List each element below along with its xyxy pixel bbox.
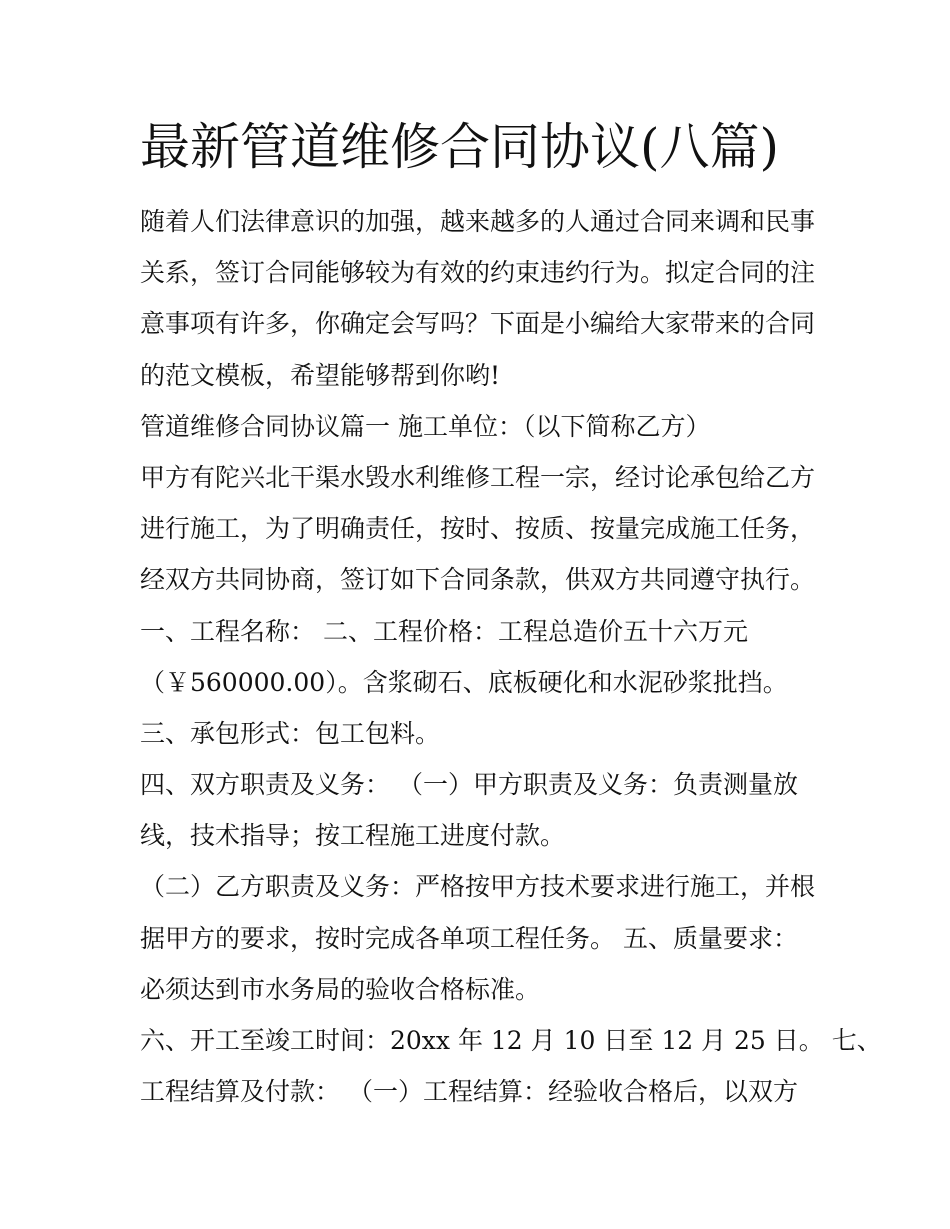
body-line: （￥560000.00）。含浆砌石、底板硬化和水泥砂浆批挡。 <box>140 667 788 697</box>
section-heading-line: 管道维修合同协议篇一 施工单位：（以下简称乙方） <box>140 411 711 441</box>
body-line: 一、工程名称： 二、工程价格：工程总造价五十六万元 <box>140 616 748 646</box>
body-line: 六、开工至竣工时间：20xx 年 12 月 10 日至 12 月 25 日。 七、 <box>140 1026 882 1055</box>
body-line: 的范文模板，希望能够帮到你哟! <box>140 360 501 390</box>
body-line: 进行施工，为了明确责任，按时、按质、按量完成施工任务， <box>140 514 816 544</box>
body-line: 必须达到市水务局的验收合格标准。 <box>140 974 541 1004</box>
body-line: 四、双方职责及义务： （一）甲方职责及义务：负责测量放 <box>140 770 798 800</box>
body-line: 三、承包形式：包工包料。 <box>140 718 441 748</box>
body-line: 据甲方的要求，按时完成各单项工程任务。 五、质量要求： <box>140 923 798 953</box>
body-line: 线，技术指导；按工程施工进度付款。 <box>140 821 566 851</box>
body-line: （二）乙方职责及义务：严格按甲方技术要求进行施工，并根 <box>140 872 816 902</box>
document-title: 最新管道维修合同协议(八篇) <box>140 118 780 176</box>
body-line: 经双方共同协商，签订如下合同条款，供双方共同遵守执行。 <box>140 565 816 595</box>
body-line: 关系，签订合同能够较为有效的约束违约行为。拟定合同的注 <box>140 258 816 288</box>
body-line: 工程结算及付款： （一）工程结算：经验收合格后，以双方 <box>140 1077 798 1107</box>
body-line: 随着人们法律意识的加强，越来越多的人通过合同来调和民事 <box>140 207 816 236</box>
body-line: 意事项有许多，你确定会写吗？下面是小编给大家带来的合同 <box>140 309 816 339</box>
body-line: 甲方有陀兴北干渠水毁水利维修工程一宗，经讨论承包给乙方 <box>140 462 816 492</box>
document-body <box>140 196 882 1117</box>
